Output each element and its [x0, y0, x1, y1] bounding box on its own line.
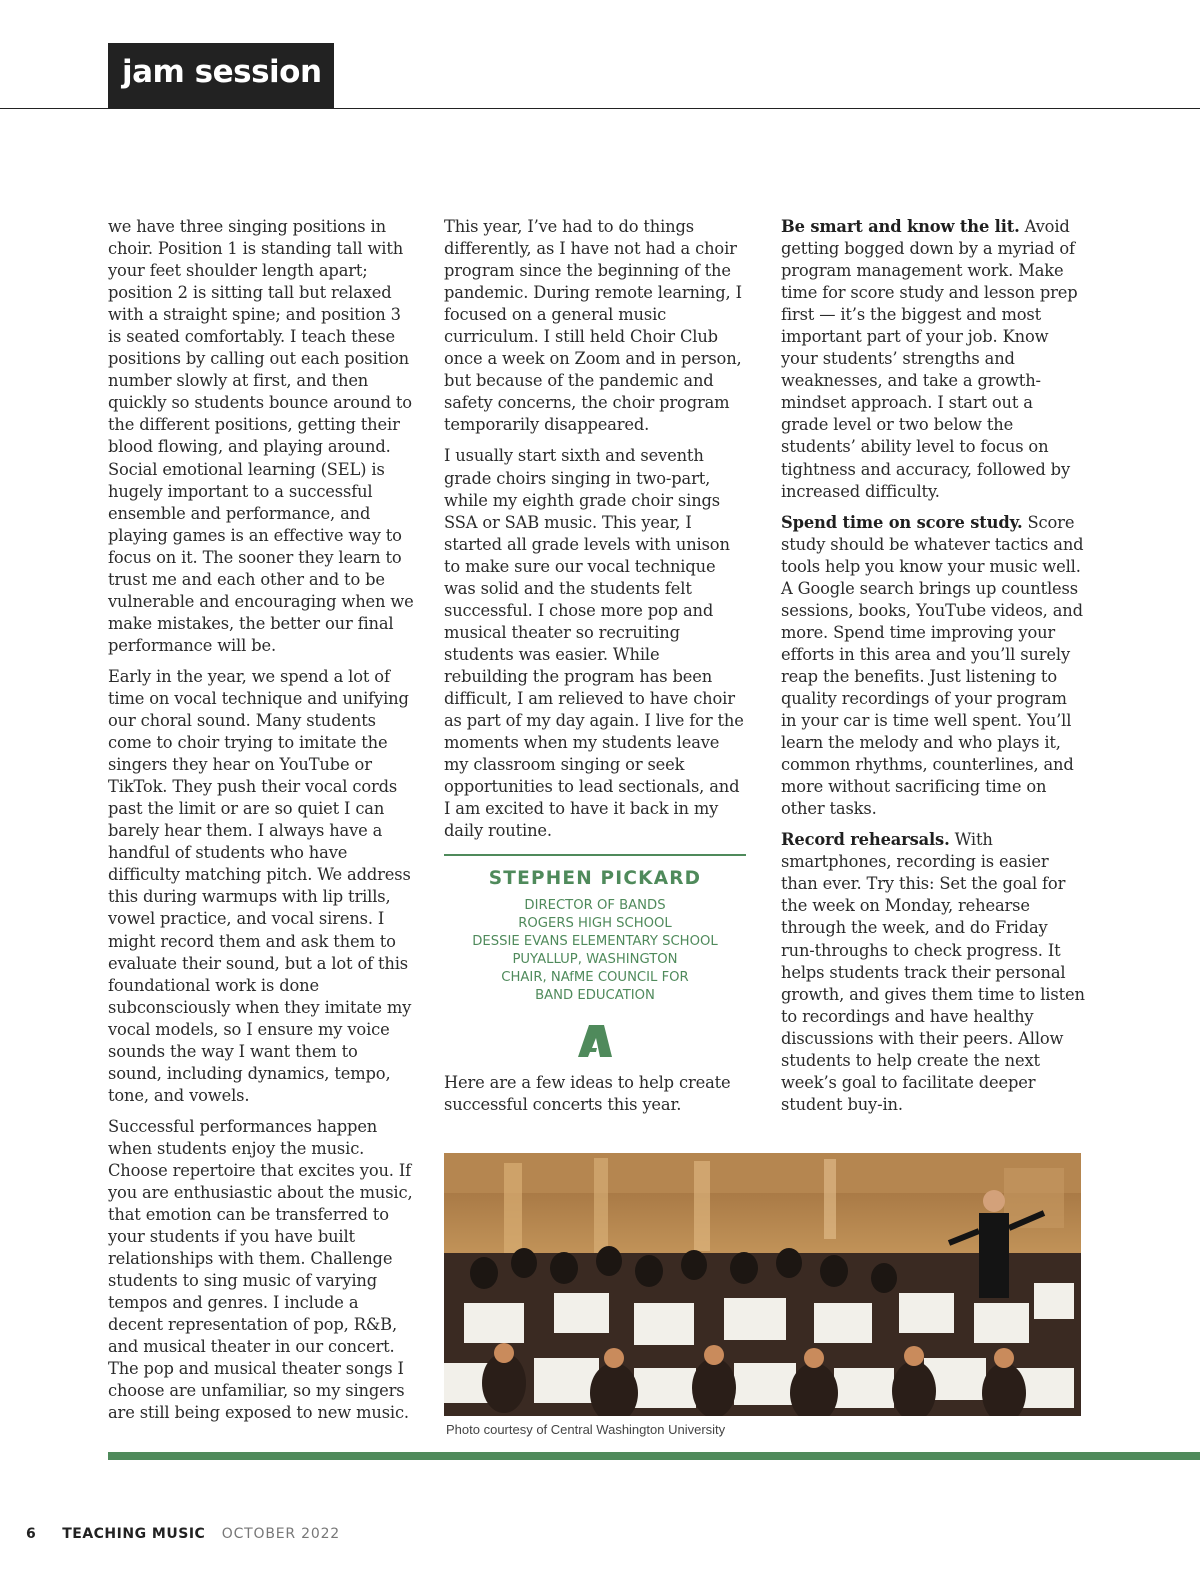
tip-heading: Be smart and know the lit.	[781, 217, 1020, 236]
tip-body: Score study should be whatever tactics and tools help you know your music well. A Google search brings up countless sessions, books, YouTube videos, and more. Spend time improving your efforts in this area and you’ll surely reap the benefits. Just listening to quality recordings of your program in your car is time well spent. You’ll learn the melody and who plays it, common rhythms, counterlines, and more without sacrificing time on other tasks.	[781, 512, 1084, 819]
tip-heading: Record rehearsals.	[781, 830, 950, 850]
bottom-divider	[108, 1452, 1200, 1460]
tip-paragraph	[781, 512, 1085, 821]
author-name: STEPHEN PICKARD	[488, 868, 702, 889]
issue-date: OCTOBER 2022	[221, 1526, 340, 1542]
tip-body: With smartphones, recording is easier than ever. Try this: Set the goal for the week on Monday, rehearse through the week, and do Friday run-throughs to check progress. It helps students track their personal growth, and gives them time to listen to recordings and have healthy discussions with their peers. Allow students to help create the next week’s goal to facilitate deeper student buy-in.	[781, 830, 1085, 1114]
body-paragraph: Successful performances happen when students enjoy the music. Choose repertoire that excites you. If you are enthusiastic about the music, that emotion can be transferred to your students if you have built relationships with them. Challenge students to sing music of varying tempos and genres. I include a decent representation of pop, R&B, and musical theater in our concert. The pop and musical theater songs I choose are unfamiliar, so my singers are still being exposed to new music.	[108, 1116, 413, 1423]
body-paragraph: This year, I’ve had to do things differently, as I have not had a choir program since the beginning of the pandemic. During remote learning, I focused on a general music curriculum. I still held Choir Club once a week on Zoom and in person, but because of the pandemic and safety concerns, the choir program temporarily disappeared.	[444, 217, 742, 435]
band-rehearsal-photo	[444, 1153, 1081, 1416]
credential-line: CHAIR, NAfME COUNCIL FOR	[501, 970, 689, 985]
tip-paragraph	[781, 829, 1085, 1116]
section-title: jam session	[122, 54, 322, 90]
answer-a-icon	[578, 1024, 612, 1058]
body-paragraph: I usually start sixth and seventh grade choirs singing in two-part, while my eighth grade choir sings SSA or SAB music. This year, I started all grade levels with unison to make sure our vocal technique was solid and the students felt successful. I chose more pop and musical theater so recruiting students was easier. While rebuilding the program has been difficult, I am relieved to have choir as part of my day again. I live for the moments when my students leave my classroom singing or seek opportunities to lead sectionals, and I am excited to have it back in my daily routine.	[444, 446, 744, 841]
photo-caption: Photo courtesy of Central Washington University	[446, 1422, 726, 1437]
author-credentials	[444, 897, 746, 1005]
article-column-2	[444, 216, 748, 851]
tip-body: Avoid getting bogged down by a myriad of program management work. Make time for score study and lesson prep first — it’s the biggest and most important part of your job. Know your students’ strengths and weaknesses, and take a growth-mindset approach. I start out a grade level or two below the students’ ability level to focus on tightness and accuracy, followed by increased difficulty.	[781, 217, 1078, 501]
header-divider	[0, 108, 1200, 109]
tip-paragraph	[781, 216, 1085, 503]
tips-intro: Here are a few ideas to help create successful concerts this year.	[444, 1073, 731, 1115]
credential-line: BAND EDUCATION	[535, 988, 655, 1003]
author-bio	[444, 854, 746, 1005]
credential-line: PUYALLUP, WASHINGTON	[512, 952, 678, 967]
credential-line: ROGERS HIGH SCHOOL	[518, 916, 672, 931]
page-number: 6	[26, 1526, 36, 1542]
tip-heading: Spend time on score study.	[781, 512, 1023, 532]
article-column-1	[108, 216, 414, 1434]
body-paragraph: we have three singing positions in choir. Position 1 is standing tall with your feet shoulder length apart; position 2 is sitting tall but relaxed with a straight spine; and position 3 is seated comfortably. I teach these positions by calling out each position number slowly at first, and then quickly so students bounce around to the different positions, getting their blood flowing, and playing around. Social emotional learning (SEL) is hugely important to a successful ensemble and performance, and playing games is an effective way to focus on it. The sooner they learn to trust me and each other and to be vulnerable and encouraging when we make mistakes, the better our final performance will be.	[108, 217, 414, 655]
credential-line: DESSIE EVANS ELEMENTARY SCHOOL	[472, 934, 718, 949]
body-paragraph: Early in the year, we spend a lot of time on vocal technique and unifying our choral sound. Many students come to choir trying to imitate the singers they hear on YouTube or TikTok. They push their vocal cords past the limit or are so quiet I can barely hear them. I always have a handful of students who have difficulty matching pitch. We address this during warmups with lip trills, vowel practice, and vocal sirens. I might record them and ask them to evaluate their sound, but a lot of this foundational work is done subconsciously when they imitate my vocal models, so I ensure my voice sounds the way I want them to sound, including dynamics, tempo, tone, and vowels.	[108, 666, 412, 1105]
bio-divider	[444, 854, 746, 856]
article-column-3	[781, 216, 1085, 1125]
credential-line: DIRECTOR OF BANDS	[524, 898, 666, 913]
page-footer	[26, 1526, 340, 1542]
magazine-name: TEACHING MUSIC	[62, 1526, 206, 1542]
